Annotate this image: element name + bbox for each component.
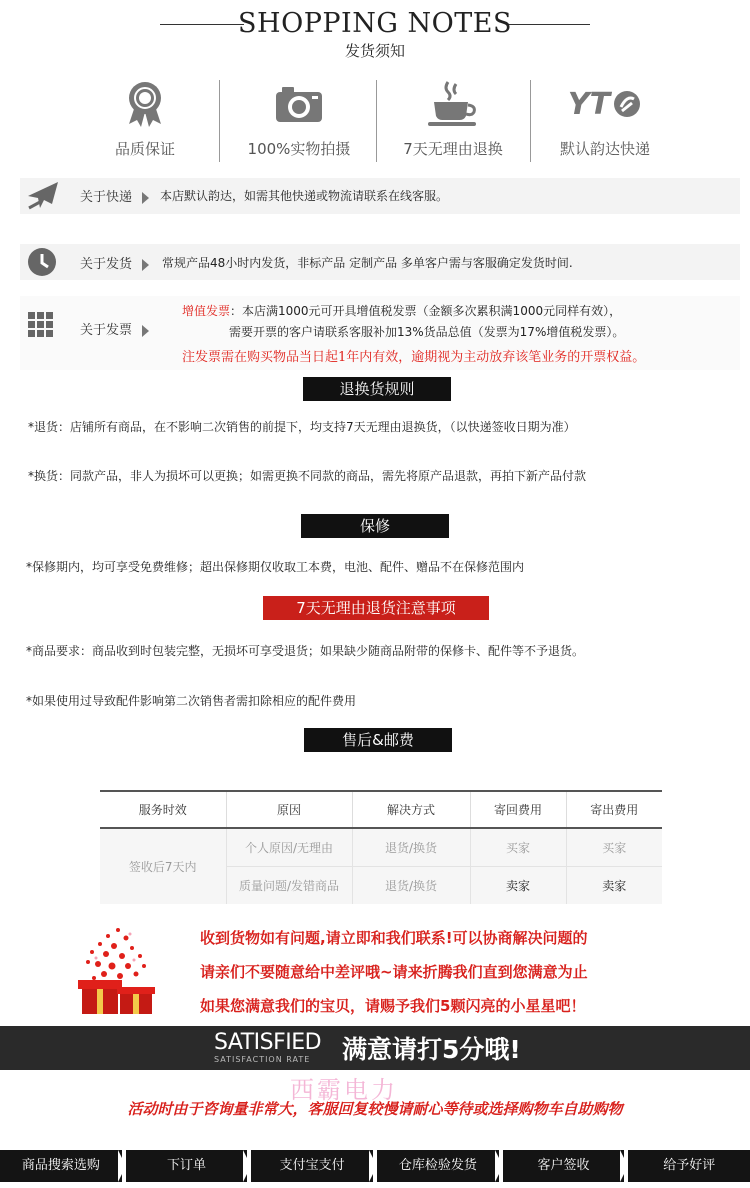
step-customer-sign: 客户签收 bbox=[503, 1150, 625, 1182]
notice-express-text: 本店默认韵达，如需其他快递或物流请联系在线客服。 bbox=[160, 189, 449, 203]
satisfaction-rate-label: SATISFACTION RATE bbox=[214, 1055, 311, 1064]
yto-logo-text: YT bbox=[567, 86, 611, 122]
seven-day-paragraph-2: *如果使用过导致配件影响第二次销售者需扣除相应的配件费用 bbox=[26, 694, 357, 708]
table-header: 寄回费用 bbox=[470, 791, 566, 828]
table-cell-ship-fee: 买家 bbox=[566, 828, 662, 866]
notice-shipping-label: 关于发货 bbox=[80, 253, 149, 272]
returns-paragraph-1: *退货：店铺所有商品，在不影响二次销售的前提下，均支持7天无理由退换货，（以快递签收日期为准） bbox=[28, 420, 576, 434]
table-cell-return-fee: 买家 bbox=[470, 828, 566, 866]
store-watermark: 西霸电力 bbox=[290, 1076, 398, 1104]
divider bbox=[376, 80, 377, 162]
award-ribbon-icon bbox=[70, 80, 220, 128]
section-after-sales-title: 售后&邮费 bbox=[304, 728, 452, 752]
invoice-vat-tag: 增值发票 bbox=[182, 304, 231, 318]
notice-express-label: 关于快递 bbox=[80, 186, 149, 205]
notice-invoice-label: 关于发票 bbox=[80, 319, 149, 338]
returns-paragraph-2: *换货：同款产品，非人为损坏可以更换；如需更换不同款的商品，需先将原产品退款，再拍下新产品付款 bbox=[28, 469, 587, 483]
step-place-order: 下订单 bbox=[126, 1150, 248, 1182]
promo-line-2: 请亲们不要随意给中差评哦~请来折腾我们直到您满意为止 bbox=[200, 963, 588, 981]
table-header: 寄出费用 bbox=[566, 791, 662, 828]
feature-real-photo bbox=[224, 80, 374, 160]
feature-label: 100%实物拍摄 bbox=[247, 140, 351, 158]
table-cell-solution: 退货/换货 bbox=[352, 866, 470, 904]
step-search-select: 商品搜索选购 bbox=[0, 1150, 122, 1182]
arrow-right-icon bbox=[142, 192, 149, 204]
notice-invoice-line3: 注发票需在购买物品当日起1年内有效，逾期视为主动放弃该笔业务的开票权益。 bbox=[182, 350, 646, 365]
seven-day-paragraph-1: *商品要求：商品收到时包装完整，无损坏可享受退货；如果缺少随商品附带的保修卡、配件等不予退货。 bbox=[26, 644, 585, 658]
warranty-paragraph: *保修期内，均可享受免费维修；超出保修期仅收取工本费，电池、配件、赠品不在保修范围内 bbox=[26, 560, 525, 574]
clock-icon bbox=[26, 246, 58, 282]
section-warranty-title: 保修 bbox=[301, 514, 449, 538]
busy-notice: 活动时由于咨询量非常大，客服回复较慢请耐心等待或选择购物车自助购物 bbox=[127, 1100, 623, 1118]
table-cell-return-fee: 卖家 bbox=[470, 866, 566, 904]
notice-shipping-text: 常规产品48小时内发货，非标产品 定制产品 多单客户需与客服确定发货时间. bbox=[162, 256, 573, 270]
table-cell-ship-fee: 卖家 bbox=[566, 866, 662, 904]
coffee-cup-icon bbox=[378, 80, 528, 128]
feature-yunda bbox=[530, 80, 680, 160]
section-seven-day-title: 7天无理由退货注意事项 bbox=[263, 596, 489, 620]
after-sales-table bbox=[100, 790, 662, 904]
table-cell-solution: 退货/换货 bbox=[352, 828, 470, 866]
airplane-icon bbox=[26, 180, 60, 216]
table-header: 服务时效 bbox=[100, 791, 226, 828]
promo-line-3: 如果您满意我们的宝贝，请赐予我们5颗闪亮的小星星吧！ bbox=[200, 997, 586, 1015]
table-cell-reason: 个人原因/无理由 bbox=[226, 828, 352, 866]
promo-line-1: 收到货物如有问题,请立即和我们联系!可以协商解决问题的 bbox=[200, 929, 588, 947]
table-header-row bbox=[100, 791, 662, 828]
notice-invoice-line1: 增值发票：本店满1000元可开具增值税发票（金额多次累积满1000元同样有效）， bbox=[182, 304, 622, 318]
rate-five-stars-text: 满意请打5分哦! bbox=[342, 1035, 521, 1064]
step-alipay-pay: 支付宝支付 bbox=[251, 1150, 373, 1182]
gift-hearts-illustration bbox=[70, 922, 170, 1018]
satisfied-label: SATISFIED bbox=[214, 1030, 322, 1055]
feature-quality bbox=[70, 80, 220, 160]
feature-label: 默认韵达快递 bbox=[559, 140, 650, 158]
yto-logo-icon bbox=[530, 80, 680, 128]
arrow-right-icon bbox=[142, 259, 149, 271]
feature-seven-day bbox=[378, 80, 528, 160]
page-subtitle: 发货须知 bbox=[344, 42, 405, 60]
table-row bbox=[100, 828, 662, 866]
step-give-review: 给予好评 bbox=[628, 1150, 750, 1182]
feature-label: 品质保证 bbox=[114, 140, 175, 158]
step-warehouse-ship: 仓库检验发货 bbox=[377, 1150, 499, 1182]
table-cell-reason: 质量问题/发错商品 bbox=[226, 866, 352, 904]
table-cell-period: 签收后7天内 bbox=[100, 828, 226, 904]
table-header: 解决方式 bbox=[352, 791, 470, 828]
section-returns-title: 退换货规则 bbox=[303, 377, 451, 401]
page-title: SHOPPING NOTES bbox=[238, 8, 512, 39]
feature-label: 7天无理由退换 bbox=[403, 140, 503, 158]
table-header: 原因 bbox=[226, 791, 352, 828]
grid-icon bbox=[26, 310, 56, 344]
arrow-right-icon bbox=[142, 325, 149, 337]
camera-icon bbox=[224, 80, 374, 128]
notice-invoice-line2: 需要开票的客户请联系客服补加13%货品总值（发票为17%增值税发票）。 bbox=[229, 325, 625, 339]
purchase-steps-bar bbox=[0, 1150, 750, 1182]
divider bbox=[219, 80, 220, 162]
